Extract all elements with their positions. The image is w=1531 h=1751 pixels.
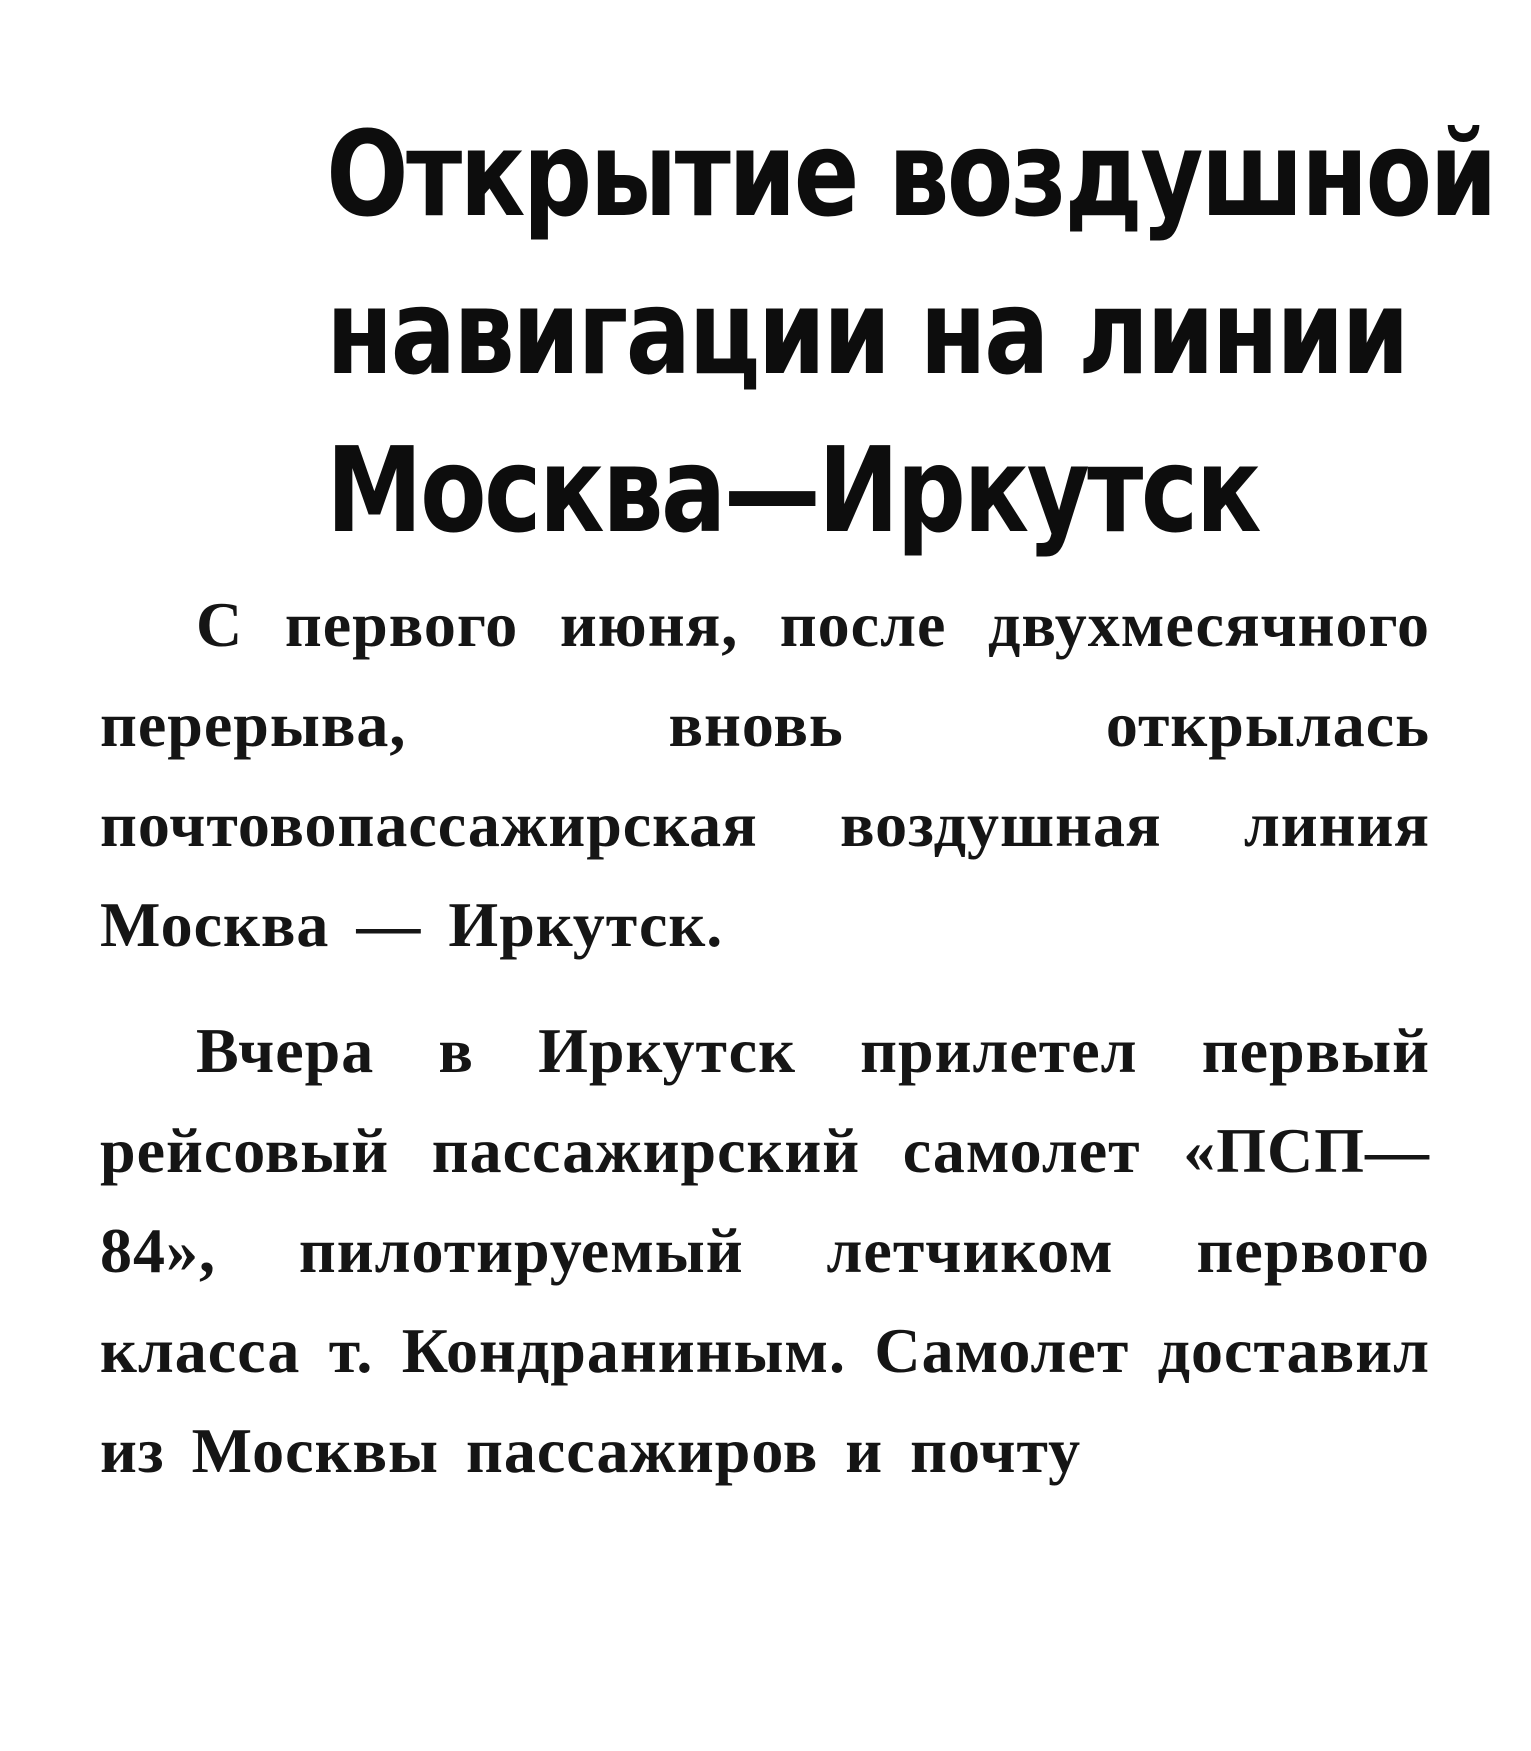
headline-line-2: навигации на линии (326, 263, 1408, 401)
paragraph-2: Вчера в Иркутск прилетел первый рейсовый пассажирский самолет «ПСП—84», пилотируемый летчиком первого класса т. Кондраниным. Самолет доставил из Москвы пассажиров и почту (100, 1015, 1430, 1486)
headline (326, 95, 1496, 569)
article-body (100, 575, 1430, 1501)
paragraph-1: С первого июня, после двухмесячного перерыва, вновь открылась почтовопассажирская воздушная линия Москва — Иркутск. (100, 589, 1430, 960)
headline-line-3: Москва—Иркутск (326, 421, 1260, 559)
headline-line-1: Открытие воздушной (326, 105, 1496, 243)
